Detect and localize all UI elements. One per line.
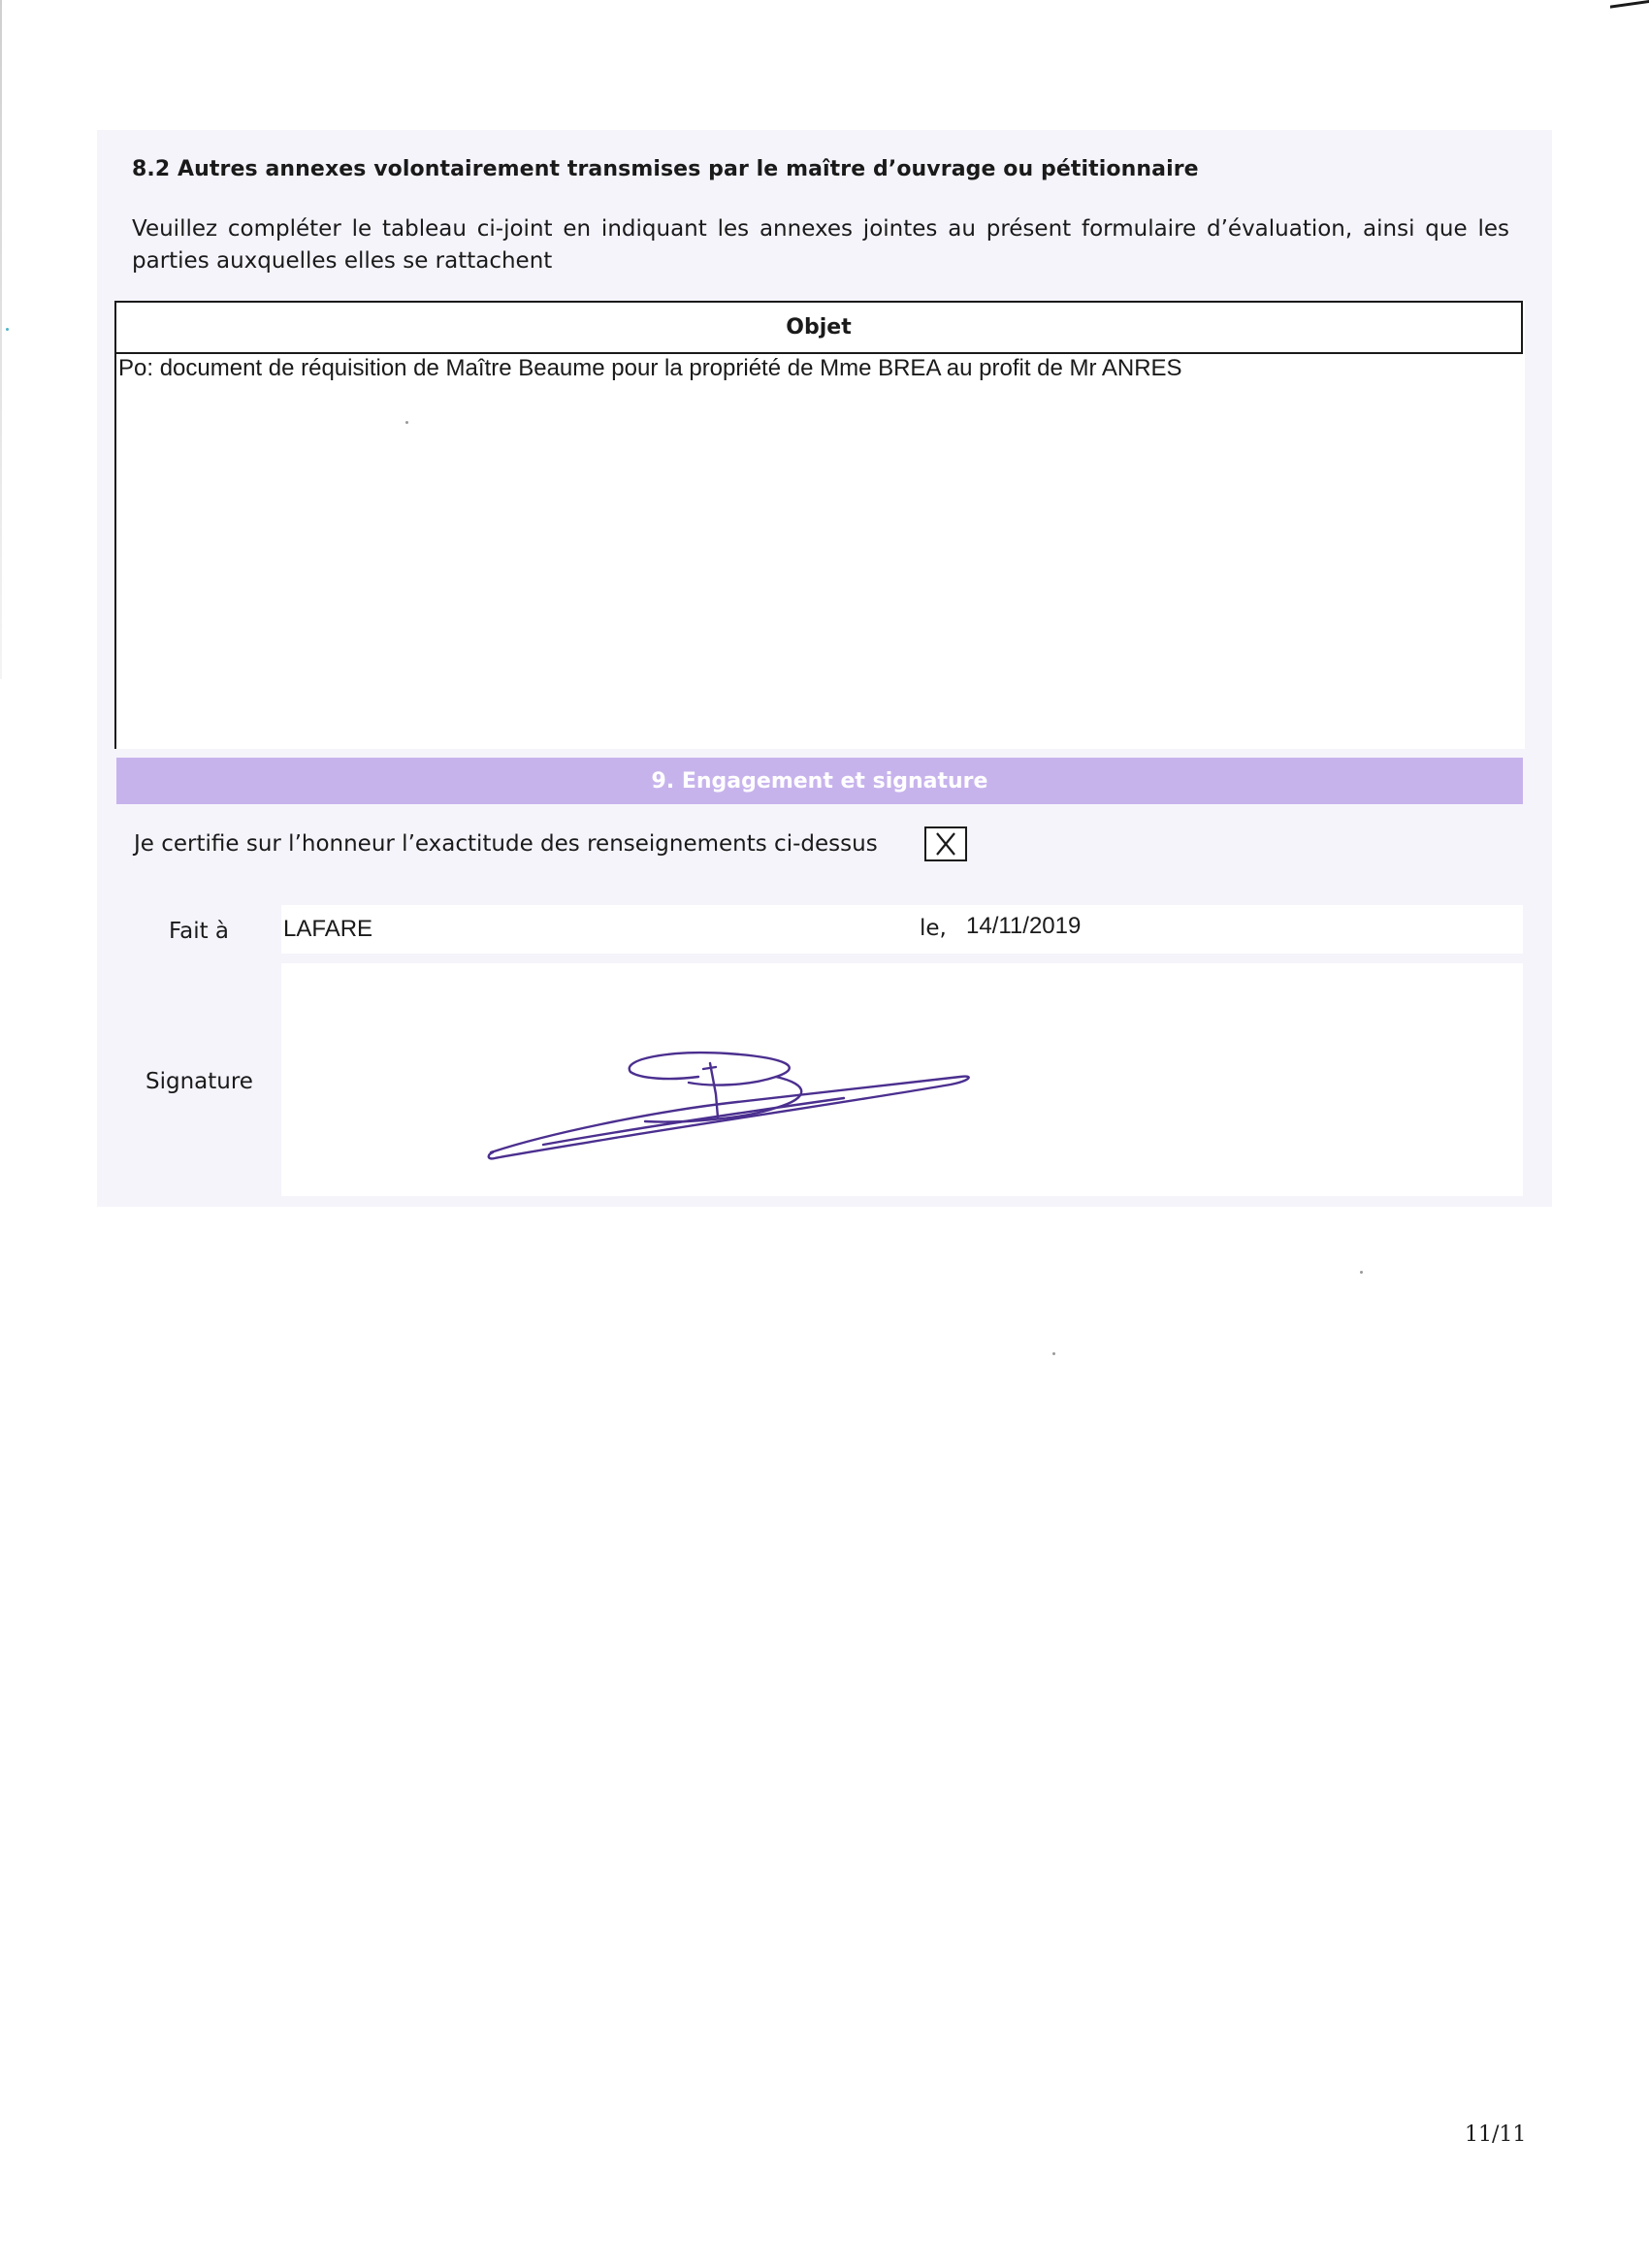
scan-corner-mark [1610,0,1649,20]
place-value[interactable]: LAFARE [283,916,373,942]
section-8-2-title: 8.2 Autres annexes volontairement transmises par le maître d’ouvrage ou pétitionnaire [132,157,1199,181]
annex-table [114,301,1525,749]
annex-table-row[interactable]: Po: document de réquisition de Maître Beaume pour la propriété de Mme BREA au profit de Mr ANRES [118,355,1182,381]
place-date-field[interactable] [281,905,1523,954]
handwritten-signature [485,1038,989,1174]
page-number: 11/11 [1465,2122,1527,2147]
annex-table-header: Objet [116,301,1523,354]
scan-speck [1360,1271,1363,1274]
section-8-2-instructions: Veuillez compléter le tableau ci-joint en indiquant les annexes jointes au présent formulaire d’évaluation, ainsi que les parties auxquelles elles se rattachent [132,216,1509,274]
date-value[interactable]: 14/11/2019 [966,913,1082,939]
section-9-banner: 9. Engagement et signature [116,758,1523,804]
scan-speck [1052,1352,1055,1355]
place-label: Fait à [169,919,230,944]
scan-edge [0,0,2,679]
check-x-icon [926,828,965,859]
certify-statement: Je certifie sur l’honneur l’exactitude des renseignements ci-dessus [134,831,878,857]
scan-speck [405,421,408,424]
scan-speck [6,328,9,331]
certify-checkbox[interactable] [924,826,967,861]
signature-label: Signature [146,1069,253,1094]
date-label: le, [920,916,947,941]
